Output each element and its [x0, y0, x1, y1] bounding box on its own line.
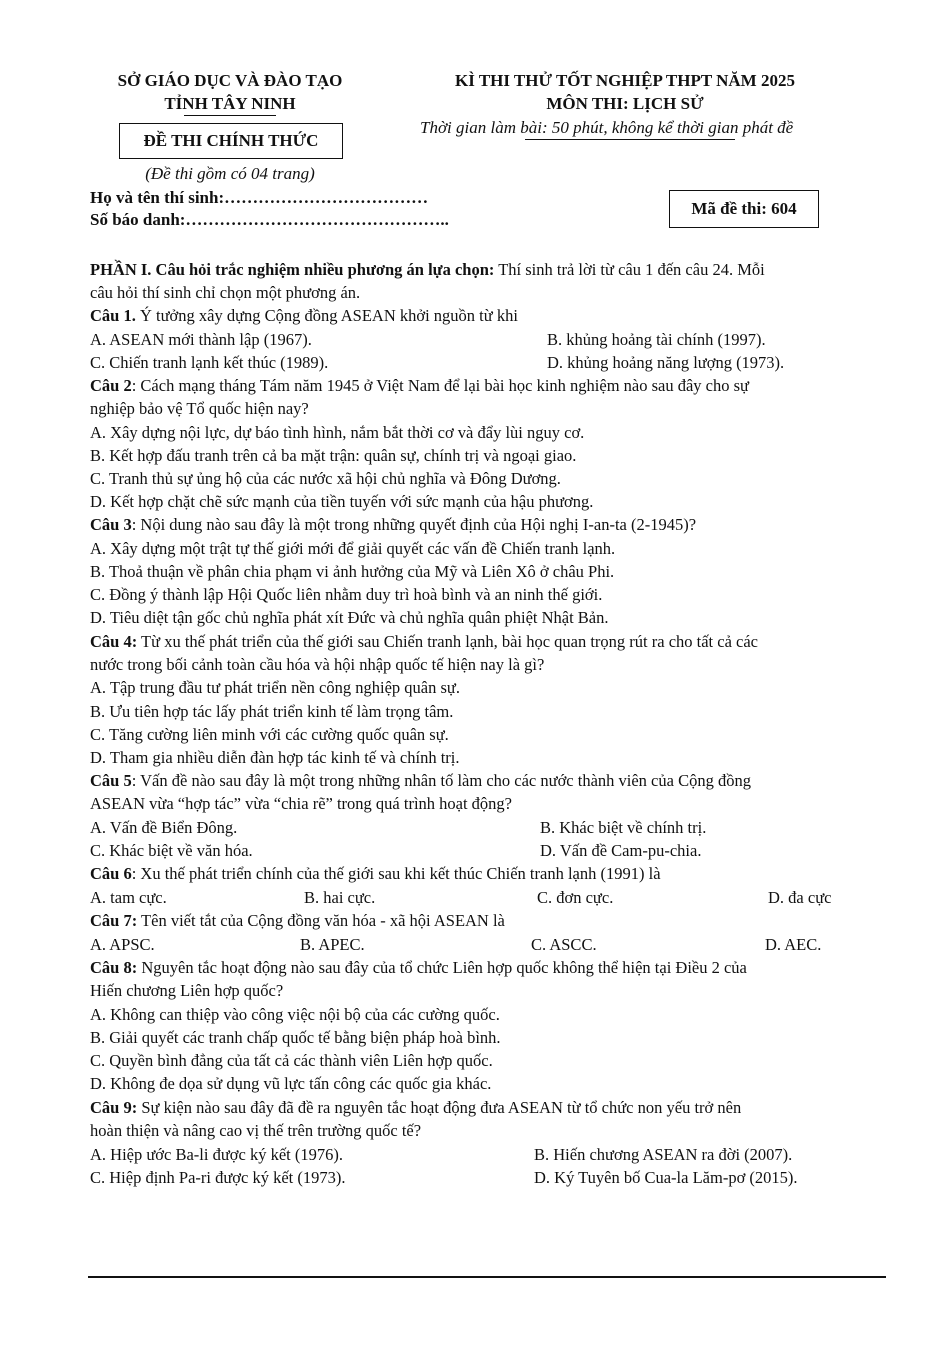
q7-option-a: A. APSC. — [90, 935, 155, 954]
time-note: Thời gian làm bài: 50 phút, không kể thời gian phát đề — [420, 118, 794, 137]
question-9-text-l1: Sự kiện nào sau đây đã đề ra nguyên tắc hoạt động đưa ASEAN từ tổ chức non yếu trở nên — [137, 1098, 742, 1117]
question-5-text-l2: ASEAN vừa “hợp tác” vừa “chia rẽ” trong quá trình hoạt động? — [90, 794, 513, 813]
exam-code-box: Mã đề thi: 604 — [669, 190, 819, 228]
q1-option-a: A. ASEAN mới thành lập (1967). — [90, 330, 312, 349]
question-9-label: Câu 9: — [90, 1098, 138, 1117]
question-5-label: Câu 5 — [90, 771, 132, 790]
q4-option-b: B. Ưu tiên hợp tác lấy phát triển kinh tế làm trọng tâm. — [90, 702, 454, 721]
question-2-label: Câu 2 — [90, 376, 132, 395]
question-6-text: : Xu thế phát triển chính của thế giới sau khi kết thúc Chiến tranh lạnh (1991) là — [131, 864, 661, 883]
question-1 — [90, 304, 886, 327]
part1-instruction-l2: câu hỏi thí sinh chỉ chọn một phương án. — [90, 283, 361, 302]
question-4 — [90, 630, 886, 653]
question-5 — [90, 769, 886, 792]
q7-option-b: B. APEC. — [300, 935, 365, 954]
header-underline-right — [525, 139, 735, 140]
q8-option-c: C. Quyền bình đẳng của tất cả các thành viên Liên hợp quốc. — [90, 1051, 493, 1070]
official-exam-box: ĐỀ THI CHÍNH THỨC — [119, 123, 343, 159]
question-6 — [90, 862, 886, 885]
question-3-text: : Nội dung nào sau đây là một trong những quyết định của Hội nghị I-an-ta (2-1945)? — [131, 515, 697, 534]
q9-option-a: A. Hiệp ước Ba-li được ký kết (1976). — [90, 1145, 343, 1164]
q1-option-b: B. khủng hoảng tài chính (1997). — [547, 330, 766, 349]
q6-option-c: C. đơn cực. — [537, 888, 614, 907]
pages-note: (Đề thi gồm có 04 trang) — [145, 164, 315, 183]
q4-option-d: D. Tham gia nhiều diễn đàn hợp tác kinh tế và chính trị. — [90, 748, 460, 767]
question-7-label: Câu 7: — [90, 911, 138, 930]
q6-option-a: A. tam cực. — [90, 888, 167, 907]
q2-option-a: A. Xây dựng nội lực, dự báo tình hình, nắm bắt thời cơ và đẩy lùi nguy cơ. — [90, 423, 585, 442]
q4-option-a: A. Tập trung đầu tư phát triển nền công nghiệp quân sự. — [90, 678, 460, 697]
question-8-text-l2: Hiến chương Liên hợp quốc? — [90, 981, 284, 1000]
question-4-text-l2: nước trong bối cảnh toàn cầu hóa và hội nhập quốc tế hiện nay là gì? — [90, 655, 545, 674]
q9-option-b: B. Hiến chương ASEAN ra đời (2007). — [534, 1145, 793, 1164]
question-6-label: Câu 6 — [90, 864, 132, 883]
q3-option-a: A. Xây dựng một trật tự thế giới mới để giải quyết các vấn đề Chiến tranh lạnh. — [90, 539, 616, 558]
question-2-text-l2: nghiệp bảo vệ Tổ quốc hiện nay? — [90, 399, 309, 418]
question-4-text-l1: Từ xu thế phát triển của thế giới sau Chiến tranh lạnh, bài học quan trọng rút ra cho tất cả các — [137, 632, 758, 651]
q4-option-c: C. Tăng cường liên minh với các cường quốc quân sự. — [90, 725, 449, 744]
question-2 — [90, 374, 886, 397]
part1-title: PHẦN I. Câu hỏi trắc nghiệm nhiều phương án lựa chọn: — [90, 260, 495, 279]
question-9 — [90, 1096, 886, 1119]
q2-option-b: B. Kết hợp đấu tranh trên cả ba mặt trận: quân sự, chính trị và ngoại giao. — [90, 446, 577, 465]
province-name: TỈNH TÂY NINH — [164, 94, 296, 113]
q5-option-b: B. Khác biệt về chính trị. — [540, 818, 707, 837]
q6-option-b: B. hai cực. — [304, 888, 376, 907]
question-1-text: Ý tưởng xây dựng Cộng đồng ASEAN khởi nguồn từ khi — [135, 306, 518, 325]
q1-option-c: C. Chiến tranh lạnh kết thúc (1989). — [90, 353, 329, 372]
question-2-text-l1: : Cách mạng tháng Tám năm 1945 ở Việt Nam để lại bài học kinh nghiệm nào sau đây cho sự — [131, 376, 749, 395]
footer-divider — [88, 1276, 886, 1278]
question-1-label: Câu 1. — [90, 306, 136, 325]
question-7-text: Tên viết tắt của Cộng đồng văn hóa - xã hội ASEAN là — [137, 911, 505, 930]
q5-option-a: A. Vấn đề Biển Đông. — [90, 818, 238, 837]
header-underline-left — [184, 115, 276, 116]
part1-instruction-l1: Thí sinh trả lời từ câu 1 đến câu 24. Mỗi — [498, 260, 765, 279]
question-4-label: Câu 4: — [90, 632, 138, 651]
q3-option-d: D. Tiêu diệt tận gốc chủ nghĩa phát xít Đức và chủ nghĩa quân phiệt Nhật Bản. — [90, 608, 609, 627]
question-5-text-l1: : Vấn đề nào sau đây là một trong những nhân tố làm cho các nước thành viên của Cộng đồng — [131, 771, 751, 790]
part1-heading — [90, 258, 886, 281]
subject-title: MÔN THI: LỊCH SỬ — [546, 94, 704, 113]
q5-option-d: D. Vấn đề Cam-pu-chia. — [540, 841, 702, 860]
q8-option-a: A. Không can thiệp vào công việc nội bộ của các cường quốc. — [90, 1005, 500, 1024]
q5-option-c: C. Khác biệt về văn hóa. — [90, 841, 253, 860]
q8-option-b: B. Giải quyết các tranh chấp quốc tế bằng biện pháp hoà bình. — [90, 1028, 501, 1047]
q2-option-d: D. Kết hợp chặt chẽ sức mạnh của tiền tuyến với sức mạnh của hậu phương. — [90, 492, 594, 511]
question-8 — [90, 956, 886, 979]
q3-option-c: C. Đồng ý thành lập Hội Quốc liên nhằm duy trì hoà bình và an ninh thế giới. — [90, 585, 603, 604]
question-3 — [90, 513, 886, 536]
q7-option-d: D. AEC. — [765, 935, 822, 954]
question-8-label: Câu 8: — [90, 958, 138, 977]
question-9-text-l2: hoàn thiện và nâng cao vị thế trên trường quốc tế? — [90, 1121, 422, 1140]
question-8-text-l1: Nguyên tắc hoạt động nào sau đây của tổ chức Liên hợp quốc không thể hiện tại Điều 2 của — [137, 958, 747, 977]
question-7 — [90, 909, 886, 932]
q2-option-c: C. Tranh thủ sự ủng hộ của các nước xã hội chủ nghĩa và Đông Dương. — [90, 469, 561, 488]
candidate-name-field: Họ và tên thí sinh:……………………………… — [90, 188, 429, 207]
q9-option-d: D. Ký Tuyên bố Cua-la Lăm-pơ (2015). — [534, 1168, 798, 1187]
question-3-label: Câu 3 — [90, 515, 132, 534]
q6-option-d: D. đa cực — [768, 888, 832, 907]
q1-option-d: D. khủng hoảng năng lượng (1973). — [547, 353, 785, 372]
q9-option-c: C. Hiệp định Pa-ri được ký kết (1973). — [90, 1168, 346, 1187]
exam-title: KÌ THI THỬ TỐT NGHIỆP THPT NĂM 2025 — [455, 71, 795, 90]
candidate-id-field: Số báo danh:……………………………………….. — [90, 210, 449, 229]
q3-option-b: B. Thoả thuận về phân chia phạm vi ảnh hưởng của Mỹ và Liên Xô ở châu Phi. — [90, 562, 615, 581]
q8-option-d: D. Không đe dọa sử dụng vũ lực tấn công các quốc gia khác. — [90, 1074, 492, 1093]
q7-option-c: C. ASCC. — [531, 935, 597, 954]
department-name: SỞ GIÁO DỤC VÀ ĐÀO TẠO — [117, 71, 343, 90]
